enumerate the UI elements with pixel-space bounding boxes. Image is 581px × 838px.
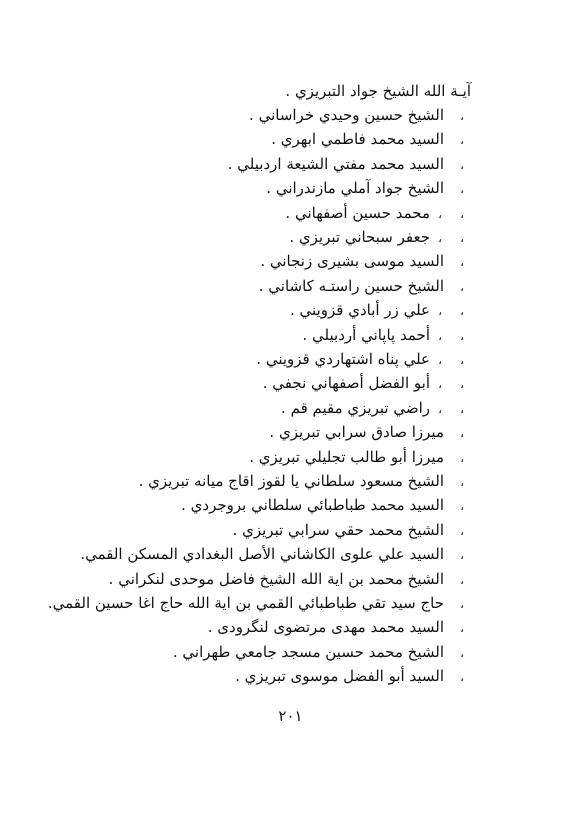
list-item xyxy=(80,542,474,566)
ditto-mark-secondary: ، xyxy=(438,353,442,367)
ditto-mark: ، xyxy=(460,109,464,123)
ditto-mark: ، xyxy=(460,401,464,416)
ditto-mark: ، xyxy=(460,206,464,221)
page-number: ٢٠١ xyxy=(278,707,303,725)
list-item-text: الشيخ محمد بن اية الله الشيخ فاضل موحدى لنكراني . xyxy=(108,569,444,588)
list-item xyxy=(173,640,474,664)
ditto-mark: ، xyxy=(460,572,464,587)
list-item xyxy=(109,567,474,591)
ditto-mark: ، xyxy=(460,670,464,685)
ditto-mark-secondary: ، xyxy=(438,304,442,319)
list-item-text: أبو الفضل أصفهاني نجفي . xyxy=(262,374,430,393)
list-item xyxy=(303,323,475,347)
ditto-mark: ، xyxy=(460,499,464,514)
list-item xyxy=(181,493,474,517)
list-item xyxy=(271,127,474,151)
list-item-text: السيد محمد مفتي الشيعة اردبيلي . xyxy=(227,154,444,173)
list-item-text: ميرزا أبو طالب تجليلي تبريزي . xyxy=(249,447,444,466)
list-item-text: ميرزا صادق سرابي تبريزي . xyxy=(269,423,444,442)
list-item-text: السيد علي علوى الكاشاني الأصل البغدادي المسكن القمي. xyxy=(80,545,444,564)
list-item-text: السيد محمد مهدى مرتضوى لنگرودى . xyxy=(207,618,444,637)
list-item-text: الشيخ محمد حقي سرابي تبريزي . xyxy=(232,520,444,539)
ditto-mark-secondary: ، xyxy=(438,377,442,392)
ditto-mark: ، xyxy=(460,304,464,319)
list-item-text: علي پناه اشتهاردي قزويني . xyxy=(256,350,430,368)
ditto-mark: ، xyxy=(460,231,464,245)
list-item xyxy=(249,445,474,469)
list-item-text: الشيخ حسين وحيدي خراساني . xyxy=(249,106,444,124)
list-item xyxy=(235,664,474,688)
list-item-text: السيد أبو الفضل موسوى تبريزي . xyxy=(235,667,444,686)
list-item xyxy=(139,469,474,493)
ditto-mark: ، xyxy=(460,645,464,660)
ditto-mark: ، xyxy=(460,328,464,343)
list-item-text: السيد محمد فاطمي ابهري . xyxy=(271,130,444,149)
list-item xyxy=(228,152,474,176)
list-item xyxy=(259,274,474,298)
ditto-mark: ، xyxy=(460,157,464,172)
list-item-text: علي زر أبادي قزويني . xyxy=(290,301,430,320)
list-item xyxy=(269,420,474,444)
list-item xyxy=(233,518,474,542)
list-item xyxy=(48,591,474,615)
ditto-mark-secondary: ، xyxy=(438,231,442,245)
list-item xyxy=(290,298,474,322)
ditto-mark-secondary: ، xyxy=(438,206,442,221)
ditto-mark: ، xyxy=(460,279,464,294)
ditto-mark: ، xyxy=(460,621,464,636)
list-item-text: السيد محمد طباطبائي سلطاني بروجردي . xyxy=(181,496,444,515)
ditto-mark: ، xyxy=(460,426,464,441)
ditto-mark: ، xyxy=(460,597,464,611)
list-item xyxy=(249,103,474,127)
list-item xyxy=(208,615,474,639)
ditto-mark: ، xyxy=(460,133,464,148)
list-item xyxy=(266,176,474,200)
ditto-mark-secondary: ، xyxy=(438,401,442,416)
list-item xyxy=(285,201,474,225)
list-item-text: الشيخ جواد آملي مازندراني . xyxy=(266,179,444,198)
list-item-text: راضي تبريزي مقيم قم . xyxy=(281,398,430,417)
list-header xyxy=(285,79,471,103)
ditto-mark: ، xyxy=(460,377,464,392)
ditto-mark-secondary: ، xyxy=(438,328,442,343)
header-text: آيـة الله الشيخ جواد التبريزي . xyxy=(285,82,471,100)
list-item xyxy=(281,396,474,420)
list-item xyxy=(256,347,474,371)
list-item-text: جعفر سبحاني تبريزي . xyxy=(289,228,430,246)
list-item-text: الشيخ محمد حسين مسجد جامعي طهراني . xyxy=(172,642,444,661)
list-item-text: الشيخ حسين راستـه كاشاني . xyxy=(258,276,444,295)
list-item-text: السيد موسى بشيرى زنجاني . xyxy=(260,252,444,271)
list-item-text: محمد حسين أصفهاني . xyxy=(285,203,430,222)
list-item xyxy=(263,371,474,395)
list-item xyxy=(260,249,474,273)
ditto-mark: ، xyxy=(460,182,464,197)
ditto-mark: ، xyxy=(460,255,464,270)
ditto-mark: ، xyxy=(460,353,464,367)
list-item-text: أحمد پاپاني أردبيلي . xyxy=(302,325,430,344)
list-item-text: الشيخ مسعود سلطاني يا لقوز اقاج ميانه تبريزي . xyxy=(138,472,444,490)
ditto-mark: ، xyxy=(460,475,464,489)
ditto-mark: ، xyxy=(460,523,464,538)
list-item xyxy=(289,225,474,249)
ditto-mark: ، xyxy=(460,548,464,563)
list-item-text: حاج سيد تقي طباطبائي القمي بن اية الله حاج اغا حسين القمي. xyxy=(47,594,444,612)
ditto-mark: ، xyxy=(460,450,464,465)
